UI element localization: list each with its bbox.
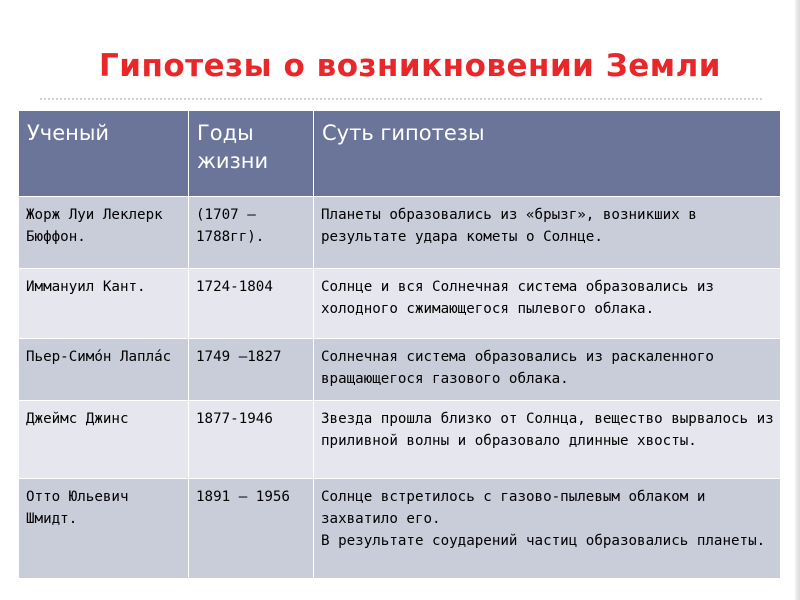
header-essence: Суть гипотезы [314,111,781,197]
header-years: Годы жизни [189,111,314,197]
essence-text: Планеты образовались из «брызг», возникших в результате удара кометы о Солнце. [321,207,697,245]
scientist-cell: Отто Юльевич Шмидт. [19,479,189,579]
table-row [19,339,781,401]
essence-text: В результате соударений частиц образовались планеты. [321,533,766,549]
scientist-cell: Джеймс Джинс [19,401,189,479]
table-header-row [19,111,781,197]
title-divider [40,98,762,100]
table-row [19,479,781,579]
essence-cell [314,197,781,269]
essence-text: Звезда прошла близко от Солнца, вещество вырвалось из приливной волны и образовало длинные хвосты. [321,411,774,449]
essence-cell [314,339,781,401]
slide-edge [795,0,800,600]
table-row [19,269,781,339]
scientist-cell: Пьер-Симо́н Лапла́с [19,339,189,401]
table-row [19,197,781,269]
essence-cell [314,401,781,479]
slide-title: Гипотезы о возникновении Земли [98,48,722,84]
essence-text: Солнце и вся Солнечная система образовались из холодного сжимающегося пылевого облака. [321,279,714,317]
table-row [19,401,781,479]
essence-cell [314,479,781,579]
years-cell: 1877-1946 [189,401,314,479]
header-scientist: Ученый [19,111,189,197]
hypotheses-table [18,110,781,579]
years-cell: 1724-1804 [189,269,314,339]
scientist-cell: Жорж Луи Леклерк Бюффон. [19,197,189,269]
essence-text: Солнечная система образовались из раскаленного вращающегося газового облака. [321,349,714,387]
essence-cell [314,269,781,339]
years-cell: (1707 – 1788гг). [189,197,314,269]
scientist-cell: Иммануил Кант. [19,269,189,339]
essence-text: Солнце встретилось с газово-пылевым облаком и захватило его. [321,489,706,527]
years-cell: 1749 —1827 [189,339,314,401]
years-cell: 1891 – 1956 [189,479,314,579]
